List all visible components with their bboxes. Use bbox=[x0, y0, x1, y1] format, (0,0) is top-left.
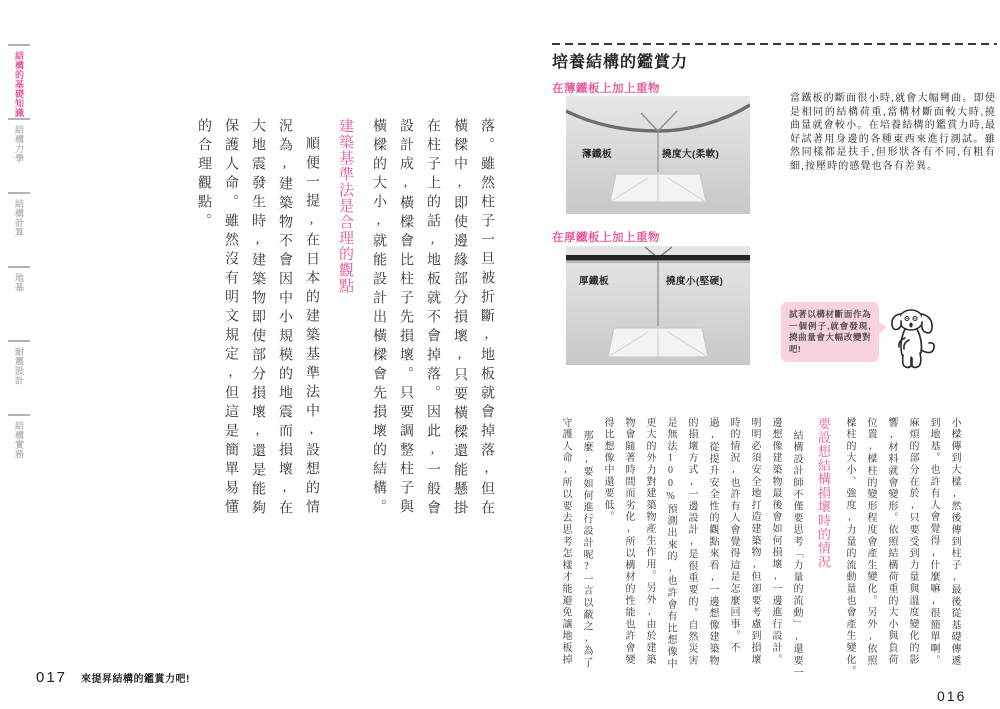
chapter-tab-label: 結構力學 bbox=[14, 125, 24, 163]
deflection-label: 撓度大(柔軟) bbox=[662, 149, 720, 160]
thick-plate-illustration bbox=[566, 246, 750, 365]
weight-package-graphic bbox=[608, 328, 708, 357]
chapter-tab-label: 耐震設計 bbox=[14, 347, 24, 385]
page-number: 017 bbox=[36, 669, 68, 686]
article-column: 建築基準法是合理的觀點 bbox=[337, 118, 353, 294]
article-column: 落。雖然柱子一旦被折斷,地板就會掉落,但在 bbox=[479, 118, 494, 519]
wire-yoke-graphic bbox=[641, 111, 677, 131]
article-column: 過,從提升安全性的觀點來看,一邊想像建築物 bbox=[707, 417, 718, 667]
article-column: 響,材料就會變形。依照結構荷重的大小與負荷 bbox=[886, 417, 897, 666]
article-column: 大地震發生時,建築物即使部分損壞,還是能夠 bbox=[250, 118, 265, 519]
article-column: 守護人命,所以要去思考怎樣才能避免讓地板掉 bbox=[560, 417, 571, 666]
chapter-tab bbox=[8, 340, 34, 414]
tab-divider-line bbox=[8, 340, 30, 342]
article-column: 麻煩的部分在於,只要受到力量與溫度變化的影 bbox=[907, 417, 918, 666]
article-column: 明明必須安全地打造建築物,但卻要考慮到損壞 bbox=[749, 417, 760, 666]
tab-divider-line bbox=[8, 192, 30, 194]
article-column: 樑柱的大小、強度,力量的流動量也會產生變化。 bbox=[844, 417, 855, 678]
article-column: 順便一提,在日本的建築基準法中,設想的情 bbox=[304, 136, 319, 519]
article-column: 位置,樑柱的變形程度會產生變化。另外,依照 bbox=[865, 417, 876, 667]
left-page-footer bbox=[36, 669, 190, 686]
straight-plate-graphic bbox=[566, 255, 750, 261]
article-column: 的損壞方式,一邊設計,是很重要的。自然災害 bbox=[686, 417, 697, 667]
chapter-tab bbox=[8, 118, 34, 192]
section-2-heading: 在厚鐵板上加上重物 bbox=[552, 232, 660, 244]
article-column: 橫樑的大小,就能設計出橫樑會先損壞的結構。 bbox=[371, 118, 386, 518]
right-page-article bbox=[555, 417, 965, 679]
chapter-tab bbox=[8, 192, 34, 266]
tab-divider-line bbox=[8, 414, 30, 416]
plate-label: 厚鐵板 bbox=[579, 276, 610, 287]
article-column: 邊想像建築物最後會如何損壞,一邊進行設計。 bbox=[770, 417, 781, 666]
page-title: 培養結構的鑑賞力 bbox=[552, 54, 689, 71]
article-column: 結構設計師不僅要思考「力量的流動」,還要一 bbox=[791, 430, 802, 679]
left-page-article bbox=[190, 118, 500, 520]
chapter-tab-label: 結構計算 bbox=[14, 199, 24, 237]
chapter-tab-sidebar bbox=[8, 44, 34, 488]
article-column: 物會隨著時間而劣化,所以構材的性能也許會變 bbox=[623, 417, 634, 666]
right-page-footer bbox=[937, 688, 966, 704]
article-column: 更大的外力對建築物產生作用。另外,由於建築 bbox=[644, 417, 655, 666]
article-column: 設計成,橫樑會比柱子先損壞。只要調整柱子與 bbox=[398, 118, 413, 518]
chapter-tab-label: 結構的基礎知識 bbox=[14, 51, 24, 118]
tab-divider-line bbox=[8, 266, 30, 268]
article-column: 小樑傳到大樑,然後傳到柱子,最後從基礎傳遞 bbox=[949, 417, 960, 667]
chapter-tab bbox=[8, 414, 34, 488]
speech-bubble: 試著以構材斷面作為一個例子,就會發現,撓曲量會大幅改變對吧! bbox=[781, 302, 879, 362]
thin-plate-photo bbox=[566, 96, 750, 214]
chapter-tab bbox=[8, 266, 34, 340]
chapter-tab-label: 結構實務 bbox=[14, 421, 24, 459]
article-column: 要設想結構損壞時的情況 bbox=[816, 417, 831, 569]
article-column: 在柱子上的話,地板就不會掉落。因此,一般會 bbox=[425, 118, 440, 519]
dog-illustration bbox=[884, 307, 942, 375]
chapter-tab bbox=[8, 44, 34, 118]
article-column: 得比想像中還要低。 bbox=[602, 417, 613, 524]
deflection-label: 撓度小(堅硬) bbox=[666, 276, 724, 287]
weight-package-graphic bbox=[610, 174, 706, 202]
chapter-tab-label: 地基 bbox=[14, 273, 24, 292]
article-column: 橫樑中,即使邊緣部分損壞,只要橫樑還能懸掛 bbox=[452, 118, 467, 519]
article-column: 時的情況,也許有人會覺得這是怎麼回事。不 bbox=[728, 417, 739, 654]
bent-plate-graphic bbox=[566, 105, 750, 131]
article-column: 是無法100%預測出來的,也許會有比想像中 bbox=[665, 417, 676, 670]
section-1-heading: 在薄鐵板上加上重物 bbox=[552, 83, 660, 95]
article-column: 保護人命。雖然沒有明文規定,但這是簡單易懂 bbox=[223, 118, 238, 518]
article-column: 那麼,要如何進行設計呢?一言以蔽之,為了 bbox=[581, 430, 592, 669]
plate-label: 薄鐵板 bbox=[582, 149, 613, 160]
intro-paragraph: 當鐵板的斷面很小時,就會大幅彎曲。即使是相同的結構荷重,當構材斷面較大時,撓曲量就會較小。在培養結構的鑑賞力時,最好試著用身邊的各種東西來進行測試。雖然同樣都是扶手,但形狀各有不同,有粗有細,按壓時的感覺也各有差異。 bbox=[790, 93, 996, 172]
thick-plate-photo bbox=[566, 246, 750, 365]
article-column: 的合理觀點。 bbox=[196, 118, 211, 232]
footer-chapter-title: 來提昇結構的鑑賞力吧! bbox=[81, 674, 190, 685]
page-number: 016 bbox=[937, 688, 967, 704]
dashed-rule bbox=[552, 43, 997, 45]
tab-divider-line bbox=[8, 44, 30, 46]
tab-divider-line bbox=[8, 118, 30, 120]
article-column: 到地基。也許有人會覺得,什麼嘛,很簡單啊。 bbox=[928, 417, 939, 667]
article-column: 況為,建築物不會因中小規模的地震而損壞,在 bbox=[277, 118, 292, 519]
